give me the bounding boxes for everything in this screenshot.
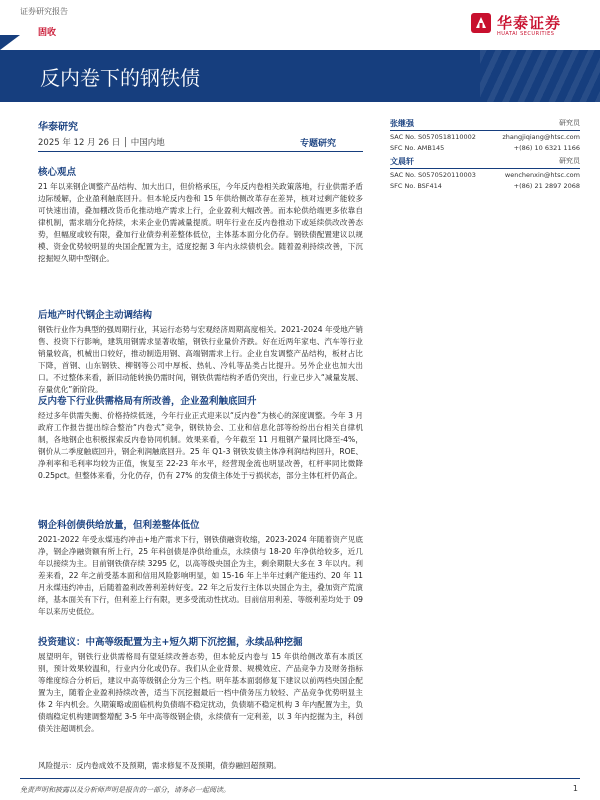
analyst-name: 文晨轩: [390, 157, 414, 166]
analyst-sfc: SFC No. AMB145: [390, 144, 445, 152]
analyst-role: 研究员: [559, 157, 580, 165]
analyst-sfc-row: [390, 144, 580, 152]
section-body: 2021-2022 年受永煤违约冲击+地产需求下行，钢铁债融资收缩，2023-2024 年随着资产见底净，钢企净融资额有所上行，25 年科创债是净供给重点，永续债与 18-20 年净供给较多，近几年以接续为主。目前钢铁债存续 3295 亿，以高等级央国企为主，剩余期限大多在 3 年以内。利差来看，22 年之前受基本面和信用风险影响明显，如 15-16 年上半年过剩产能违约、20 年 11 月永煤违约冲击，后随着盈利改善利差转好变。22 年之后发行主体以央国企为主，叠加资产荒演绎，基本面关有下行，但利差上行有限，更多受流动性扰动。目前信用利差、等级利差均处于 09 年以来历史低位。: [38, 535, 363, 616]
report-type: 专题研究: [300, 139, 337, 149]
footer-divider: [20, 778, 580, 779]
section-risk: [38, 760, 363, 772]
analyst-role: 研究员: [559, 119, 580, 127]
analyst-divider: [390, 168, 580, 169]
section-heading: 后地产时代钢企主动调结构: [38, 310, 153, 321]
section-heading: 钢企科创债供给放量，但利差整体低位: [38, 520, 200, 531]
title-banner: [0, 50, 600, 102]
section-body: 经过多年供需失衡、价格持续低迷，今年行业正式迎来以“反内卷”为核心的深度调整。今年 3 月政府工作报告提出综合整治“内卷式”竞争，钢铁协会、工业和信息化部等纷纷出台相关自律机制，各地钢企也积极探索反内卷协同机制。效果来看，今年截至 11 月粗钢产量同比降至-4%，钢价从二季度触底回升，钢企利润触底回升。25 年 Q1-3 钢铁发债主体净利润结构回升，ROE、净利率和毛利率均较为正值，恢复至 22-23 年水平，经营现金流也明显改善，杠杆率同比微降 0.25pct。但整体来看，分化仍存，仍有 27% 的发债主体处于亏损状态，部分主体杠杆仍高企。: [38, 411, 363, 480]
analyst-sac-row: [390, 133, 580, 141]
section-heading: 核心观点: [38, 167, 77, 178]
analyst-phone: +(86) 21 2897 2068: [513, 182, 580, 190]
analyst-email[interactable]: wenchenxin@htsc.com: [504, 171, 580, 179]
report-date: 2025 年 12 月 26 日 │ 中国内地: [38, 138, 165, 148]
section-core-view: [38, 164, 363, 265]
meta-divider: [38, 151, 363, 152]
section-bond-supply: [38, 517, 363, 618]
huatai-logo: [470, 10, 590, 42]
logo-subtext: HUATAI SECURITIES: [497, 31, 555, 37]
analyst-email[interactable]: zhangjiqiang@htsc.com: [502, 133, 580, 141]
section-heading: 投资建议：中高等级配置为主+短久期下沉挖掘，永续品种挖掘: [38, 637, 303, 648]
analyst-sfc-row: [390, 182, 580, 190]
report-title: 反内卷下的钢铁债: [40, 66, 200, 90]
report-meta: [38, 118, 363, 149]
analyst-divider: [390, 130, 580, 131]
section-body: 展望明年，钢铁行业供需格局有望延续改善态势，但本轮反内卷与 15 年供给侧改革有本质区别，预计效果较温和，行业内分化或仍存。我们从企业背景、规模效应、产品竞争力及财务指标等维度综合分析后，建议中高等级钢企分为三个档。明年基本面弱修复下建议以前两档央国企配置为主，随着企业盈利持续改善，适当下沉挖掘最后一档中债务压力较轻、产品竞争优势明显主体 2 年内机会。久期策略或面临机构负债端不稳定扰动，负债端不稳定机构 3 年内配置为主，负债端稳定机构建调整增配 3-5 年中高等级钢企债，永续债有一定利差，以 3 年内挖掘为主，科创债关注超调机会。: [38, 652, 363, 733]
org-name: 华泰研究: [38, 122, 78, 133]
section-body: 钢铁行业作为典型的强周期行业，其运行态势与宏观经济周期高度相关。2021-2024 年受地产销售、投资下行影响，建筑用钢需求显著收缩，钢铁行业量价齐跌。好在近两年家电、汽车等行业销量较高，机械出口较好，推动制造用钢、高端钢需求上行。企业自发调整产品结构，板材占比下降，首钢、山东钢铁、柳钢等公司中厚板、热轧、冷轧等品类占比提升。另外企业也加大出口。不过整体来看，新旧动能转换仍需时间，钢铁供需结构矛盾仍突出，行业已步入“减量发展、存量优化”新阶段。: [38, 325, 363, 394]
analyst-card: [390, 156, 580, 190]
section-body: 21 年以来钢企调整产品结构、加大出口，但价格承压，今年反内卷相关政策落地，行业供需矛盾边际缓解，企业盈利触底回升。但本轮反内卷和 15 年供给侧改革存在差异，核对过剩产能较多可快速出清，叠加棚改货币化推动地产需求上行，企业盈利大幅改善。而本轮供给端更多依靠自律机制，需求端分化持续，未来企业仍需减量提质。明年行业在反内卷推动下或延续供改改善态势，但幅度或较有限，叠加行业债券利差整体低位，主体基本面分化仍存。钢铁债配置建议以规模、资金优势较明显的央国企配置为主，适度挖掘 3 年内永续债机会。随着盈利持续改善，下沉挖掘短久期中型钢企。: [38, 182, 363, 263]
huatai-logo-icon: [470, 12, 492, 34]
top-label: 证券研究报告: [20, 7, 68, 16]
analyst-phone: +(86) 10 6321 1166: [513, 144, 580, 152]
section-supply-demand: [38, 393, 363, 482]
analyst-sfc: SFC No. BSF414: [390, 182, 442, 190]
page-number: 1: [572, 784, 578, 793]
header-corner-mark: [0, 35, 20, 50]
footer-disclaimer: 免责声明和披露以及分析师声明是报告的一部分，请务必一起阅读。: [20, 786, 230, 794]
risk-warning: 风险提示：反内卷成效不及预期，需求修复不及预期，债券融回超预期。: [38, 761, 281, 770]
section-heading: 反内卷下行业供需格局有所改善，企业盈利触底回升: [38, 396, 257, 407]
logo-text: 华泰证券: [497, 14, 562, 32]
analyst-sac-row: [390, 171, 580, 179]
section-label: 固收: [38, 28, 57, 38]
section-structure: [38, 307, 363, 396]
analyst-name: 张继强: [390, 119, 414, 128]
analyst-sac: SAC No. S0570520110003: [390, 171, 476, 179]
analyst-card: [390, 118, 580, 152]
analyst-sac: SAC No. S0570518110002: [390, 133, 476, 141]
banner-decoration: [480, 50, 600, 102]
section-investment-advice: [38, 634, 363, 735]
